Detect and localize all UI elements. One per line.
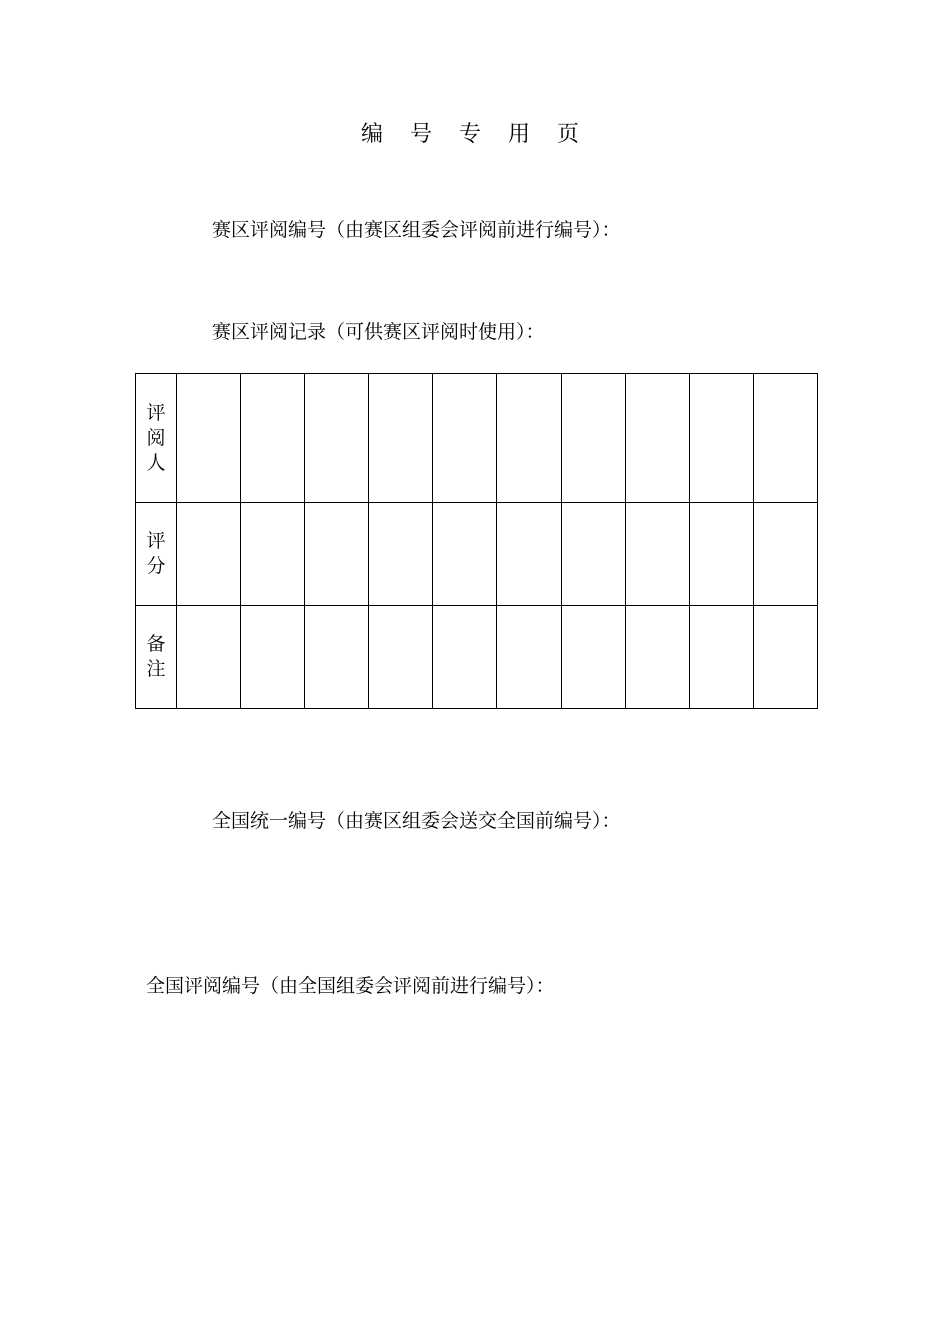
regional-review-number-label: 赛区评阅编号（由赛区组委会评阅前进行编号）： xyxy=(212,219,621,241)
reviewer-cell[interactable] xyxy=(625,374,689,503)
score-cell[interactable] xyxy=(177,503,241,606)
table-row-score xyxy=(136,503,818,606)
score-cell[interactable] xyxy=(561,503,625,606)
score-cell[interactable] xyxy=(689,503,753,606)
national-review-number-label: 全国评阅编号（由全国组委会评阅前进行编号）： xyxy=(146,975,555,997)
remarks-cell[interactable] xyxy=(241,606,305,709)
remarks-cell[interactable] xyxy=(305,606,369,709)
reviewer-header xyxy=(136,374,177,503)
reviewer-cell[interactable] xyxy=(689,374,753,503)
remarks-cell[interactable] xyxy=(689,606,753,709)
score-header xyxy=(136,503,177,606)
review-record-table xyxy=(135,373,818,709)
score-cell[interactable] xyxy=(497,503,561,606)
score-cell[interactable] xyxy=(753,503,817,606)
header-char: 评 xyxy=(146,530,166,552)
remarks-cell[interactable] xyxy=(561,606,625,709)
remarks-cell[interactable] xyxy=(753,606,817,709)
header-char: 评 xyxy=(146,401,166,424)
score-cell[interactable] xyxy=(241,503,305,606)
table-row-remarks xyxy=(136,606,818,709)
reviewer-cell[interactable] xyxy=(241,374,305,503)
score-cell[interactable] xyxy=(433,503,497,606)
remarks-cell[interactable] xyxy=(177,606,241,709)
header-char: 阅 xyxy=(146,426,166,449)
reviewer-cell[interactable] xyxy=(177,374,241,503)
score-cell[interactable] xyxy=(369,503,433,606)
header-char: 备 xyxy=(146,633,166,655)
national-unified-number-label: 全国统一编号（由赛区组委会送交全国前编号）： xyxy=(212,810,621,832)
remarks-cell[interactable] xyxy=(369,606,433,709)
score-cell[interactable] xyxy=(305,503,369,606)
table-row-reviewer xyxy=(136,374,818,503)
reviewer-cell[interactable] xyxy=(369,374,433,503)
reviewer-cell[interactable] xyxy=(497,374,561,503)
reviewer-cell[interactable] xyxy=(305,374,369,503)
regional-review-record-label: 赛区评阅记录（可供赛区评阅时使用）： xyxy=(212,321,545,343)
reviewer-cell[interactable] xyxy=(433,374,497,503)
header-char: 注 xyxy=(146,658,166,680)
remarks-cell[interactable] xyxy=(433,606,497,709)
remarks-cell[interactable] xyxy=(497,606,561,709)
header-char: 分 xyxy=(146,555,166,577)
score-cell[interactable] xyxy=(625,503,689,606)
header-char: 人 xyxy=(146,451,166,474)
remarks-header xyxy=(136,606,177,709)
remarks-cell[interactable] xyxy=(625,606,689,709)
reviewer-cell[interactable] xyxy=(561,374,625,503)
page-title: 编 号 专 用 页 xyxy=(361,122,589,147)
reviewer-cell[interactable] xyxy=(753,374,817,503)
